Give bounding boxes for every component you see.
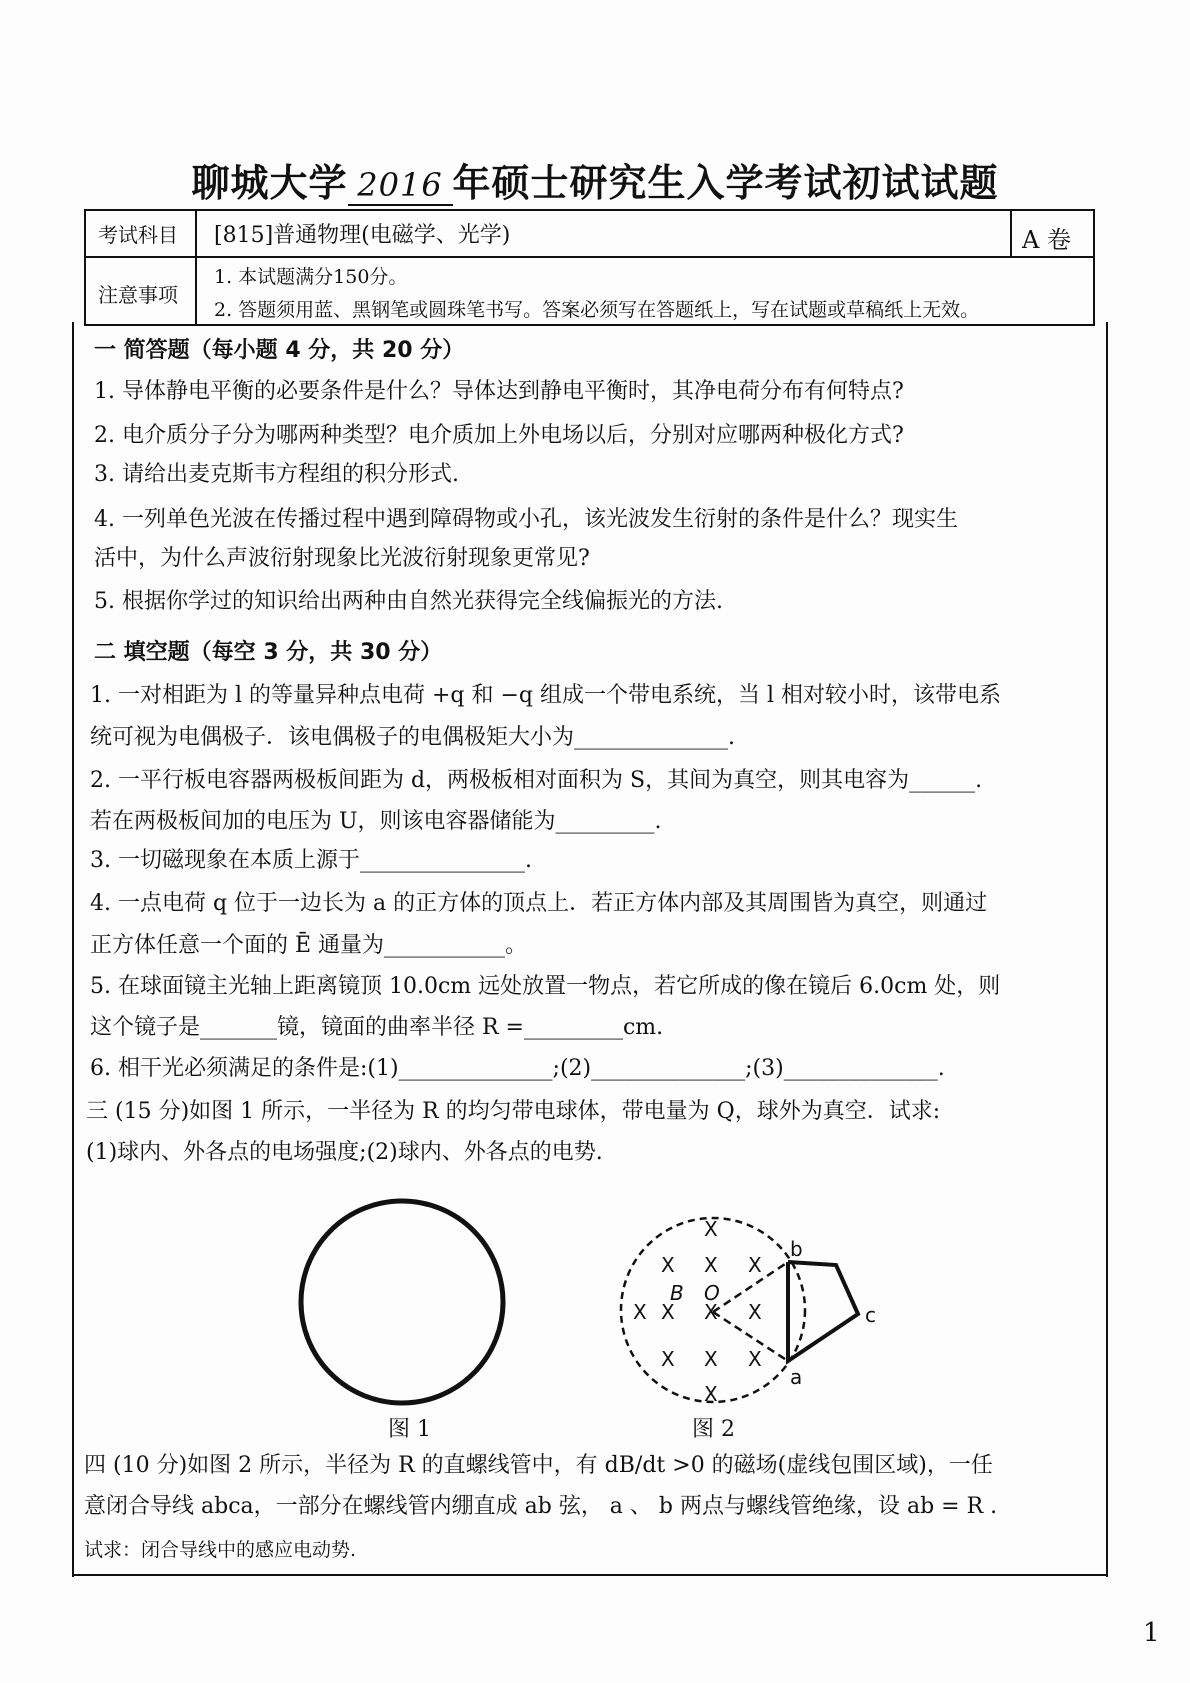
label-b: b [790, 1237, 803, 1261]
field-x: X [661, 1300, 675, 1324]
field-x: X [748, 1253, 762, 1277]
question-line: 意闭合导线 abca，一部分在螺线管内绷直成 ab 弦， a 、 b 两点与螺线管绝缘，设 ab = R . [84, 1494, 998, 1519]
label-c: c [865, 1303, 876, 1327]
field-x: X [704, 1217, 718, 1241]
question-line: 三 (15 分)如图 1 所示，一半径为 R 的均匀带电球体，带电量为 Q，球外为真空．试求: [86, 1099, 941, 1124]
section1-heading: 一 简答题（每小题 4 分，共 20 分） [94, 338, 465, 363]
question-line: 若在两极板间加的电压为 U，则该电容器储能为_________. [90, 809, 662, 834]
field-x: X [704, 1347, 718, 1371]
subject: [815]普通物理(电磁学、光学) [214, 223, 511, 248]
title-suffix: 年硕士研究生入学考试初试试题 [452, 161, 999, 205]
field-x: X [704, 1382, 718, 1406]
question-line: 5. 根据你学过的知识给出两种由自然光获得完全线偏振光的方法. [94, 589, 723, 614]
paper-version: A 卷 [1022, 226, 1071, 254]
question-line: (1)球内、外各点的电场强度;(2)球内、外各点的电势. [86, 1140, 603, 1165]
question-line: 这个镜子是_______镜，镜面的曲率半径 R =_________cm. [90, 1015, 664, 1040]
label-B: B [670, 1281, 684, 1305]
notes-label: 注意事项 [98, 283, 178, 307]
question-line: 3. 请给出麦克斯韦方程组的积分形式. [94, 462, 459, 487]
question-line: 试求：闭合导线中的感应电动势. [84, 1539, 357, 1561]
label-a: a [790, 1365, 803, 1389]
figure-1-caption: 图 1 [388, 1417, 431, 1442]
question-line: 3. 一切磁现象在本质上源于_______________. [90, 848, 532, 873]
question-line: 1. 一对相距为 l 的等量异种点电荷 +q 和 −q 组成一个带电系统，当 l 相对较小时，该带电系 [90, 683, 1002, 708]
page-number: 1 [1143, 1618, 1160, 1648]
note-2: 2. 答题须用蓝、黑钢笔或圆珠笔书写。答案必须写在答题纸上，写在试题或草稿纸上无效。 [214, 299, 980, 321]
question-line: 4. 一列单色光波在传播过程中遇到障碍物或小孔，该光波发生衍射的条件是什么？现实生 [94, 507, 958, 532]
question-line: 活中，为什么声波衍射现象比光波衍射现象更常见? [94, 546, 590, 571]
question-line: 统可视为电偶极子．该电偶极子的电偶极矩大小为______________. [90, 725, 735, 750]
field-x: X [661, 1253, 675, 1277]
note-1: 1. 本试题满分150分。 [214, 266, 408, 288]
field-x: X [748, 1347, 762, 1371]
figure-2-caption: 图 2 [692, 1417, 735, 1442]
question-line: 四 (10 分)如图 2 所示，半径为 R 的直螺线管中，有 dB/dt >0 的磁场(虚线包围区域)，一任 [84, 1453, 993, 1478]
question-line: 正方体任意一个面的 Ē 通量为___________。 [90, 933, 528, 958]
title-university: 聊城大学 [191, 161, 348, 205]
question-line: 4. 一点电荷 q 位于一边长为 a 的正方体的顶点上．若正方体内部及其周围皆为真空，则通过 [90, 891, 988, 916]
field-x: X [661, 1347, 675, 1371]
field-x: X [704, 1253, 718, 1277]
section2-heading: 二 填空题（每空 3 分，共 30 分） [94, 640, 443, 665]
question-line: 1. 导体静电平衡的必要条件是什么？导体达到静电平衡时，其净电荷分布有何特点? [94, 379, 904, 404]
title-year: 2016 [348, 166, 453, 206]
field-x: X [633, 1300, 647, 1324]
question-line: 5. 在球面镜主光轴上距离镜顶 10.0cm 远处放置一物点，若它所成的像在镜后 6.0cm 处，则 [90, 974, 1001, 999]
field-x: X [748, 1300, 762, 1324]
question-line: 2. 一平行板电容器两极板间距为 d，两极板相对面积为 S，其间为真空，则其电容为______. [90, 768, 983, 793]
label-O: O [704, 1281, 720, 1305]
subject-label: 考试科目 [98, 223, 178, 247]
question-line: 6. 相干光必须满足的条件是:(1)______________;(2)______________;(3)______________. [90, 1056, 945, 1081]
field-x: X [704, 1300, 718, 1324]
question-line: 2. 电介质分子分为哪两种类型？电介质加上外电场以后，分别对应哪两种极化方式? [94, 423, 904, 448]
